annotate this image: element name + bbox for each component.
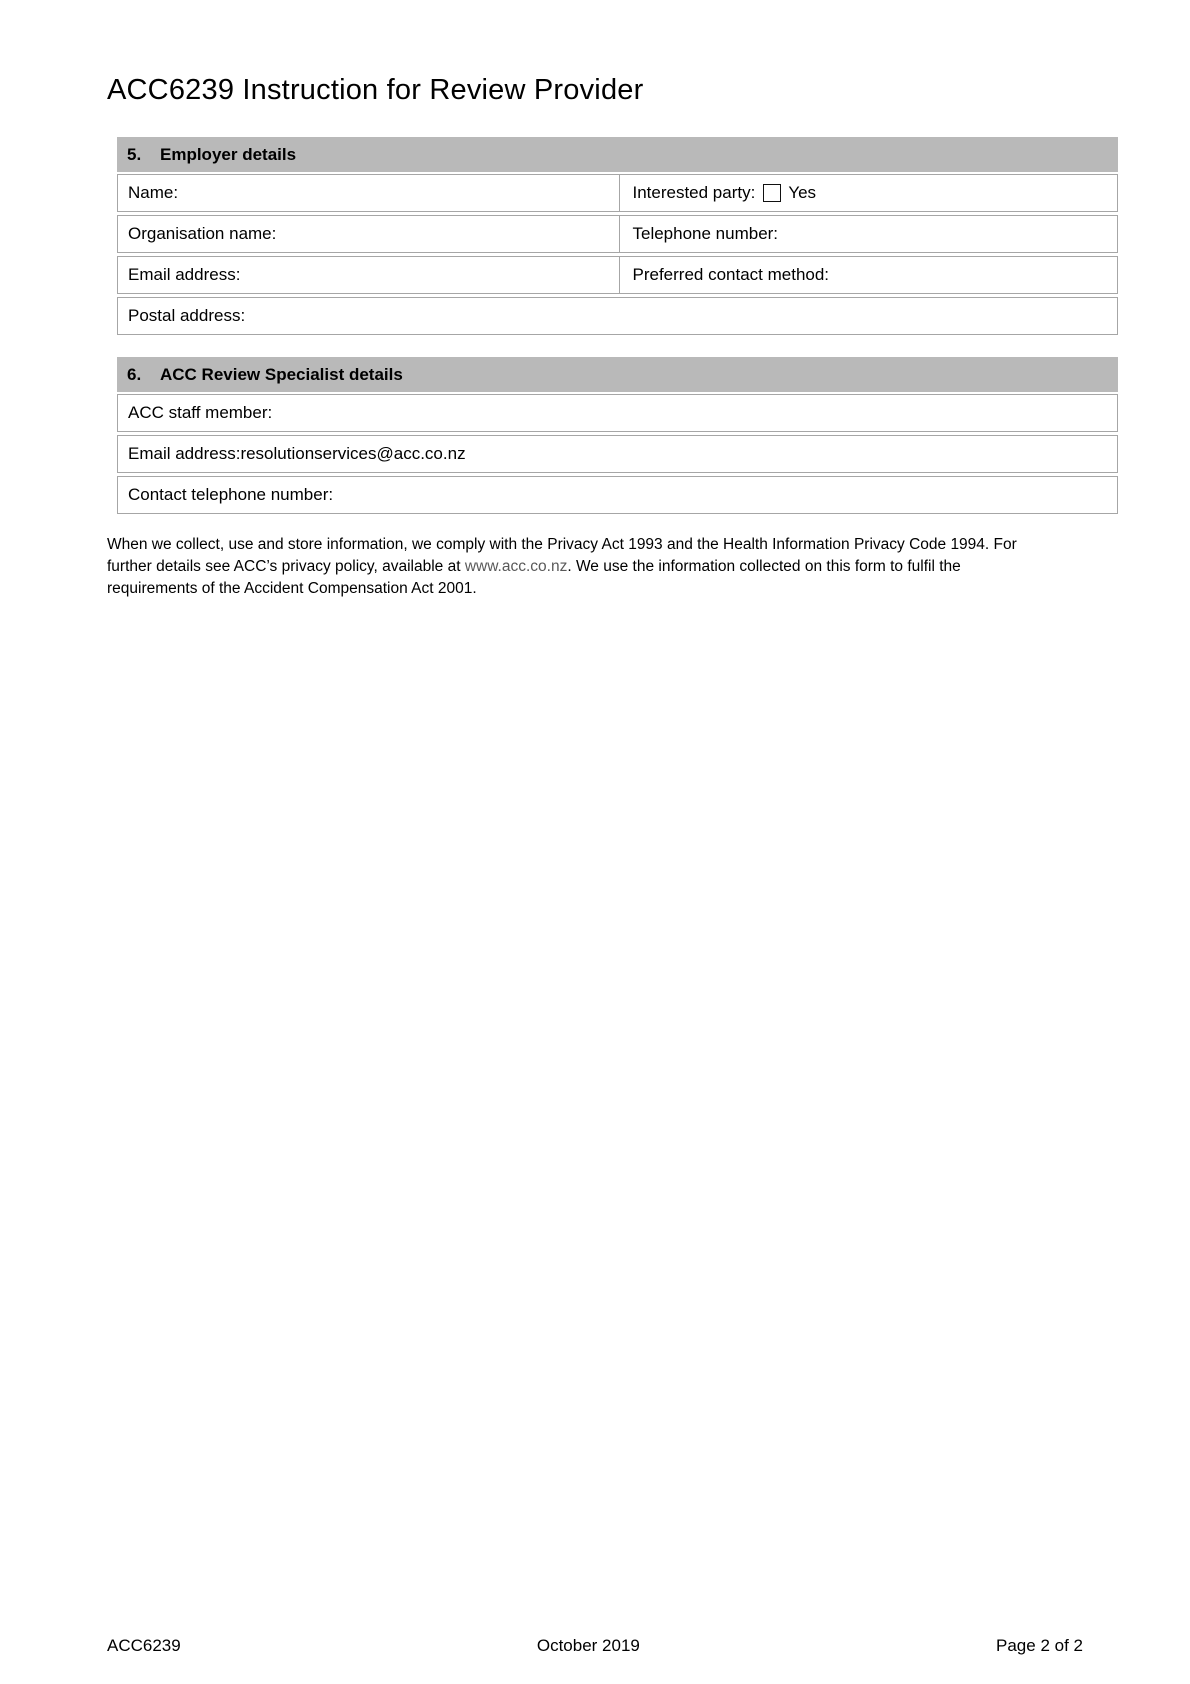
page-footer xyxy=(107,1636,1083,1656)
table-row xyxy=(117,435,1118,473)
privacy-text-part2: . We use the information collected on this form to fulfil the requirements of the Accident Compensation Act 2001. xyxy=(107,558,961,597)
contact-telephone-field[interactable] xyxy=(118,477,1117,513)
section5-number: 5. xyxy=(127,144,142,164)
organisation-name-label: Organisation name: xyxy=(128,224,277,244)
section6-heading: ACC Review Specialist details xyxy=(160,364,403,384)
preferred-contact-method-label: Preferred contact method: xyxy=(632,265,830,285)
footer-form-code: ACC6239 xyxy=(107,1636,181,1655)
section5-header xyxy=(117,137,1118,172)
table-row xyxy=(117,215,1118,253)
specialist-email-field xyxy=(118,436,1117,472)
section5-employer-details-table xyxy=(117,137,1118,335)
privacy-text-part1: When we collect, use and store information, we comply with the Privacy Act 1993 and the Health Information Privacy Code 1994. For further details see ACC’s privacy policy, available at xyxy=(107,536,1017,576)
section5-heading: Employer details xyxy=(160,144,297,164)
page-title: ACC6239 Instruction for Review Provider xyxy=(107,74,644,107)
postal-address-label: Postal address: xyxy=(128,306,246,326)
privacy-statement xyxy=(107,534,1017,599)
employer-email-field[interactable] xyxy=(118,257,619,293)
table-row xyxy=(117,476,1118,514)
footer-page-indicator: Page 2 of 2 xyxy=(996,1636,1083,1655)
table-row xyxy=(117,297,1118,335)
preferred-contact-method-field[interactable] xyxy=(619,257,1117,293)
section6-review-specialist-table xyxy=(117,357,1118,514)
telephone-number-label: Telephone number: xyxy=(632,224,779,244)
telephone-number-field[interactable] xyxy=(619,216,1117,252)
acc-staff-member-label: ACC staff member: xyxy=(128,403,273,423)
table-row xyxy=(117,256,1118,294)
contact-telephone-label: Contact telephone number: xyxy=(128,485,334,505)
employer-name-field[interactable] xyxy=(118,175,619,211)
specialist-email-value: resolutionservices@acc.co.nz xyxy=(240,444,466,464)
employer-email-label: Email address: xyxy=(128,265,241,285)
employer-name-label: Name: xyxy=(128,183,179,203)
acc-staff-member-field[interactable] xyxy=(118,395,1117,431)
table-row xyxy=(117,174,1118,212)
postal-address-field[interactable] xyxy=(118,298,1117,334)
specialist-email-label: Email address: xyxy=(128,444,241,464)
footer-date: October 2019 xyxy=(536,1636,640,1655)
table-row xyxy=(117,394,1118,432)
interested-party-label: Interested party: xyxy=(632,183,756,203)
acc-website-link[interactable]: www.acc.co.nz xyxy=(464,558,568,576)
interested-party-yes-checkbox[interactable] xyxy=(763,184,781,202)
interested-party-field xyxy=(619,175,1117,211)
organisation-name-field[interactable] xyxy=(118,216,619,252)
interested-party-yes-label: Yes xyxy=(788,183,817,203)
section6-number: 6. xyxy=(127,364,142,384)
section6-header xyxy=(117,357,1118,392)
